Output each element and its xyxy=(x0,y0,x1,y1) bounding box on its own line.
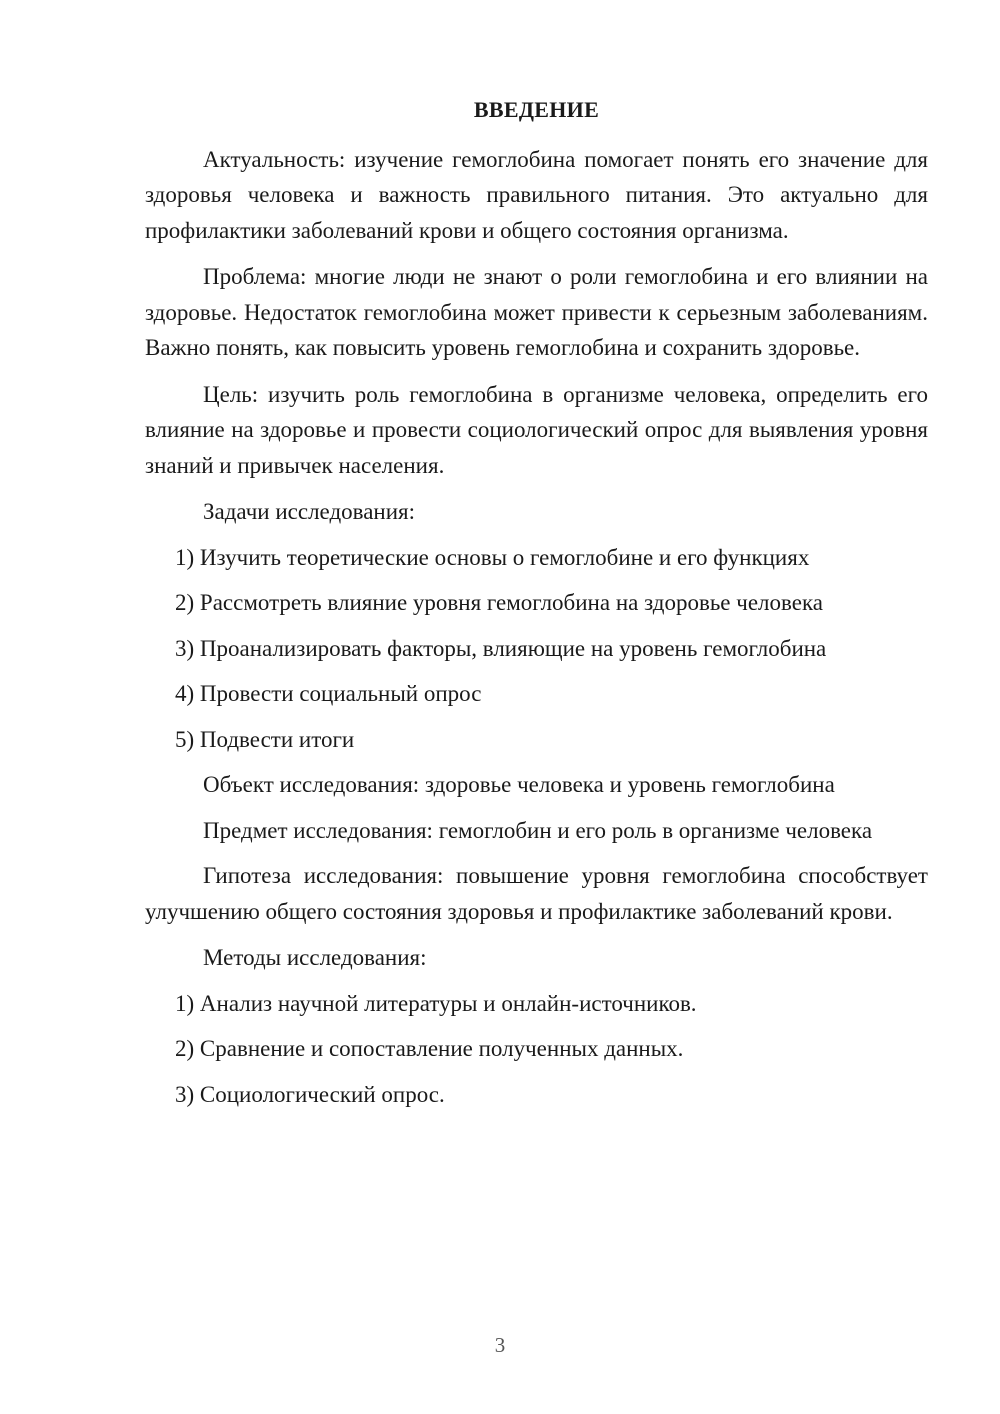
method-item-3: 3) Социологический опрос. xyxy=(175,1081,445,1107)
task-item-5: 5) Подвести итоги xyxy=(175,726,355,752)
problem-paragraph: Проблема: многие люди не знают о роли гемоглобина и его влиянии на здоровье. Недостаток гемоглобина может привести к серьезным заболеваниям. Важно понять, как повысить уровень гемоглобина и сохранить здоровье. xyxy=(145,264,928,360)
page-number: 3 xyxy=(494,1333,506,1357)
task-item-4: 4) Провести социальный опрос xyxy=(175,681,482,706)
method-item-2: 2) Сравнение и сопоставление полученных данных. xyxy=(175,1036,684,1061)
subject-line: Предмет исследования: гемоглобин и его роль в организме человека xyxy=(203,817,873,843)
hypothesis-paragraph: Гипотеза исследования: повышение уровня гемоглобина способствует улучшению общего состояния здоровья и профилактике заболеваний крови. xyxy=(145,863,928,924)
task-item-1: 1) Изучить теоретические основы о гемоглобине и его функциях xyxy=(175,544,810,570)
method-item-1: 1) Анализ научной литературы и онлайн-источников. xyxy=(175,990,697,1016)
tasks-heading: Задачи исследования: xyxy=(203,499,416,524)
object-line: Объект исследования: здоровье человека и уровень гемоглобина xyxy=(203,772,835,797)
section-title: ВВЕДЕНИЕ xyxy=(473,97,600,122)
page-content xyxy=(145,92,928,1122)
methods-heading: Методы исследования: xyxy=(203,945,427,970)
relevance-paragraph: Актуальность: изучение гемоглобина помогает понять его значение для здоровья человека и важность правильного питания. Это актуально для профилактики заболеваний крови и общего состояния организма. xyxy=(145,146,928,243)
task-item-3: 3) Проанализировать факторы, влияющие на уровень гемоглобина xyxy=(175,635,827,661)
task-item-2: 2) Рассмотреть влияние уровня гемоглобина на здоровье человека xyxy=(175,590,823,615)
goal-paragraph: Цель: изучить роль гемоглобина в организме человека, определить его влияние на здоровье и провести социологический опрос для выявления уровня знаний и привычек населения. xyxy=(145,381,928,478)
